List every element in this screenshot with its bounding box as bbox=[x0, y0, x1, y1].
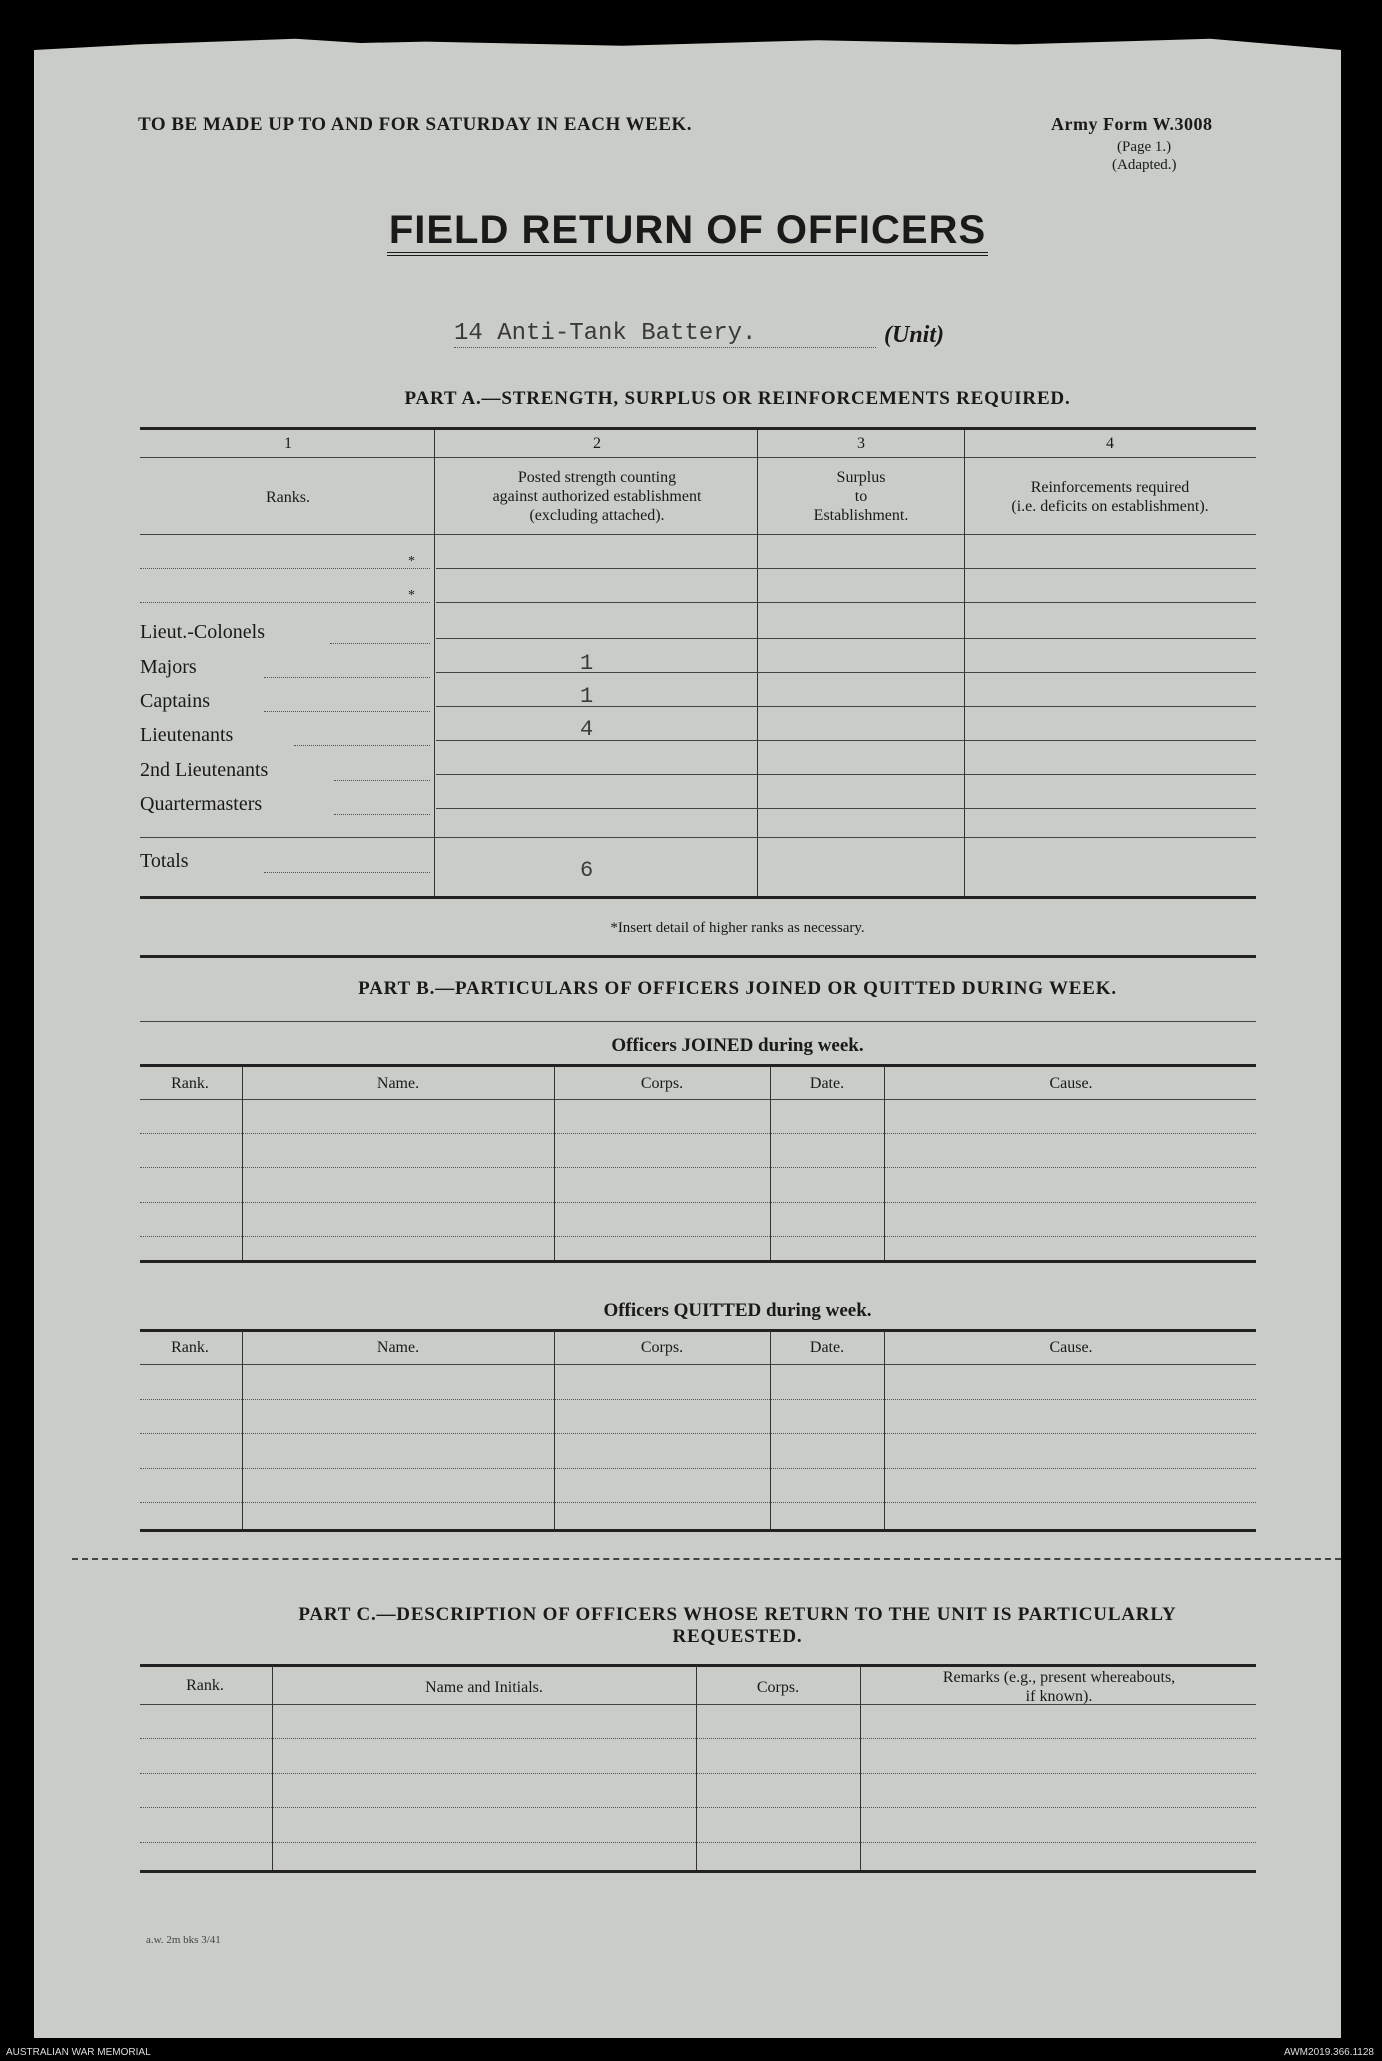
page-title: FIELD RETURN OF OFFICERS bbox=[34, 208, 1341, 253]
col-1-number: 1 bbox=[284, 435, 292, 452]
col-reinf-header: Reinforcements required (i.e. deficits on establishment). bbox=[1011, 479, 1209, 515]
part-b-heading: PART B.—PARTICULARS OF OFFICERS JOINED OR QUITTED DURING WEEK. bbox=[358, 978, 1117, 999]
star-mark: * bbox=[408, 554, 415, 569]
instruction-text: TO BE MADE UP TO AND FOR SATURDAY IN EACH WEEK. bbox=[138, 114, 693, 135]
joined-col-name: Name. bbox=[376, 1075, 420, 1092]
rank-lieutenants: Lieutenants bbox=[140, 724, 234, 746]
totals-value: 6 bbox=[580, 858, 594, 883]
adapted-note: (Adapted.) bbox=[1112, 157, 1177, 173]
star-mark: * bbox=[408, 588, 415, 603]
joined-col-cause: Cause. bbox=[1049, 1075, 1093, 1092]
rank-lieut-colonels: Lieut.-Colonels bbox=[140, 621, 265, 643]
quitted-title: Officers QUITTED during week. bbox=[603, 1300, 872, 1321]
rank-captains: Captains bbox=[140, 690, 210, 712]
perforation-line bbox=[72, 1558, 1341, 1560]
quitted-col-name: Name. bbox=[376, 1339, 420, 1356]
joined-col-date: Date. bbox=[809, 1075, 845, 1092]
rank-2nd-lieutenants: 2nd Lieutenants bbox=[140, 759, 269, 781]
partc-col-corps: Corps. bbox=[756, 1679, 800, 1696]
col-ranks-header: Ranks. bbox=[266, 489, 310, 506]
col-surplus-header: Surplus to Establishment. bbox=[813, 469, 909, 524]
quitted-col-rank: Rank. bbox=[171, 1339, 209, 1356]
partc-col-rank: Rank. bbox=[186, 1677, 224, 1694]
joined-title: Officers JOINED during week. bbox=[611, 1035, 864, 1056]
posted-majors: 1 bbox=[580, 651, 594, 676]
form-sheet bbox=[34, 50, 1341, 2038]
col-4-number: 4 bbox=[1106, 435, 1114, 452]
part-a-footnote: *Insert detail of higher ranks as necessary. bbox=[610, 920, 865, 936]
col-number-rule bbox=[140, 457, 1256, 458]
totals-label: Totals bbox=[140, 850, 189, 872]
rank-majors: Majors bbox=[140, 656, 197, 678]
joined-col-rank: Rank. bbox=[171, 1075, 209, 1092]
caption-right: AWM2019.366.1128 bbox=[1283, 2047, 1374, 2058]
form-number: Army Form W.3008 bbox=[1051, 114, 1213, 134]
unit-value: 14 Anti-Tank Battery. bbox=[454, 320, 876, 348]
col-3-number: 3 bbox=[857, 435, 865, 452]
joined-col-corps: Corps. bbox=[640, 1075, 684, 1092]
posted-lieutenants: 4 bbox=[580, 717, 594, 742]
part-a-heading: PART A.—STRENGTH, SURPLUS OR REINFORCEMENTS REQUIRED. bbox=[404, 388, 1071, 409]
rank-quartermasters: Quartermasters bbox=[140, 793, 263, 815]
posted-captains: 1 bbox=[580, 684, 594, 709]
caption-left: AUSTRALIAN WAR MEMORIAL bbox=[6, 2047, 151, 2058]
partc-col-name: Name and Initials. bbox=[425, 1679, 543, 1696]
col-posted-header: Posted strength counting against authorized establishment (excluding attached). bbox=[492, 469, 702, 524]
print-code: a.w. 2m bks 3/41 bbox=[146, 1934, 221, 1946]
unit-label: (Unit) bbox=[884, 322, 944, 348]
quitted-col-date: Date. bbox=[809, 1339, 845, 1356]
header-bottom-rule bbox=[140, 534, 1256, 535]
part-a-top-rule bbox=[140, 427, 1256, 430]
col-2-number: 2 bbox=[593, 435, 601, 452]
page-number: (Page 1.) bbox=[1117, 139, 1172, 155]
partc-col-remarks: Remarks (e.g., present whereabouts, if known). bbox=[942, 1669, 1176, 1705]
part-c-heading-line1: PART C.—DESCRIPTION OF OFFICERS WHOSE RETURN TO THE UNIT IS PARTICULARLY bbox=[298, 1604, 1177, 1625]
quitted-col-cause: Cause. bbox=[1049, 1339, 1093, 1356]
part-c-heading-line2: REQUESTED. bbox=[672, 1626, 803, 1647]
quitted-col-corps: Corps. bbox=[640, 1339, 684, 1356]
